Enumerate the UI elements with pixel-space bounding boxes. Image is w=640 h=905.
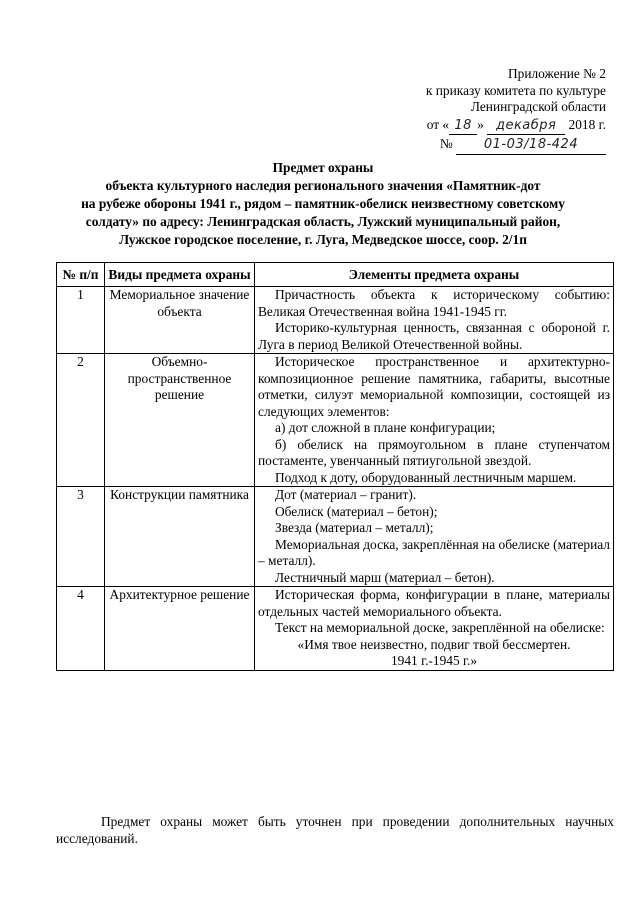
element-paragraph: Звезда (материал – металл); [275,520,434,535]
element-paragraph: Дот (материал – гранит). [275,487,417,502]
row-elements [255,487,614,587]
row-elements [255,287,614,354]
table-header-row [57,263,614,287]
date-year: 2018 г. [568,116,606,132]
title-line-4: солдату» по адресу: Ленинградская область, Лужский муниципальный район, [85,214,561,229]
appendix-header [366,66,606,155]
title-line-1: Предмет охраны [272,160,374,175]
title-line-5: Лужское городское поселение, г. Луга, Медведское шоссе, соор. 2/1п [119,232,527,247]
element-paragraph: Мемориальная доска, закреплённая на обелиске (материал – металл). [258,536,610,568]
protection-table [56,262,614,671]
element-paragraph: Историческое пространственное и архитектурно-композиционное решение памятника, габариты, высотные отметки, силуэт мемориальной композиции, состоящей из следующих элементов: [258,354,610,419]
appendix-date [366,117,606,136]
appendix-region-line: Ленинградской области [470,99,606,114]
plaque-text-line-2: 1941 г.-1945 г.» [390,653,478,668]
element-paragraph: Историко-культурная ценность, связанная с обороной г. Луга в период Великой Отечественной войны. [258,320,610,352]
handwritten-day: 18 [449,118,477,136]
element-paragraph: Текст на мемориальной доске, закреплённой на обелиске: [275,620,605,635]
row-type: Объемно-пространственное решение [105,354,255,487]
footer-note: Предмет охраны может быть уточнен при проведении дополнительных научных исследований. [56,814,614,846]
appendix-order-line: к приказу комитета по культуре [425,82,606,98]
table-row [57,287,614,354]
element-paragraph: а) дот сложной в плане конфигурации; [275,420,496,435]
date-prefix: от « [426,116,450,132]
element-paragraph: Обелиск (материал – бетон); [275,503,438,519]
appendix-order-number [366,136,606,155]
element-paragraph: Подход к доту, оборудованный лестничным маршем. [275,469,577,485]
header-elements: Элементы предмета охраны [255,263,614,287]
header-type: Виды предмета охраны [105,263,255,287]
table-row [57,487,614,587]
handwritten-month: декабря [487,118,565,136]
header-num: № п/п [57,263,105,287]
element-paragraph: Историческая форма, конфигурации в плане, материалы отдельных частей мемориального объекта. [258,587,610,619]
element-paragraph: б) обелиск на прямоугольном в плане ступенчатом постаменте, увенчанный пятиугольной звездой. [258,436,610,468]
row-elements [255,587,614,671]
row-type: Мемориальное значение объекта [105,287,255,354]
table-row [57,354,614,487]
row-num: 2 [57,354,105,487]
plaque-text-line-1: «Имя твое неизвестно, подвиг твой бессмертен. [297,636,571,652]
document-title [40,159,606,249]
table-row [57,587,614,671]
date-quote-close: » [477,116,484,132]
element-paragraph: Причастность объекта к историческому событию: Великая Отечественная война 1941-1945 гг. [258,287,610,319]
row-elements [255,354,614,487]
appendix-number: Приложение № 2 [507,66,606,81]
row-num: 1 [57,287,105,354]
row-num: 3 [57,487,105,587]
number-sign: № [439,136,453,151]
handwritten-order-number: 01-03/18-424 [456,137,606,155]
title-line-2: объекта культурного наследия регионального значения «Памятник-дот [105,178,541,193]
row-type: Архитектурное решение [105,587,255,671]
row-type: Конструкции памятника [105,487,255,587]
title-line-3: на рубеже обороны 1941 г., рядом – памятник-обелиск неизвестному советскому [81,196,565,211]
row-num: 4 [57,587,105,671]
element-paragraph: Лестничный марш (материал – бетон). [275,569,495,585]
